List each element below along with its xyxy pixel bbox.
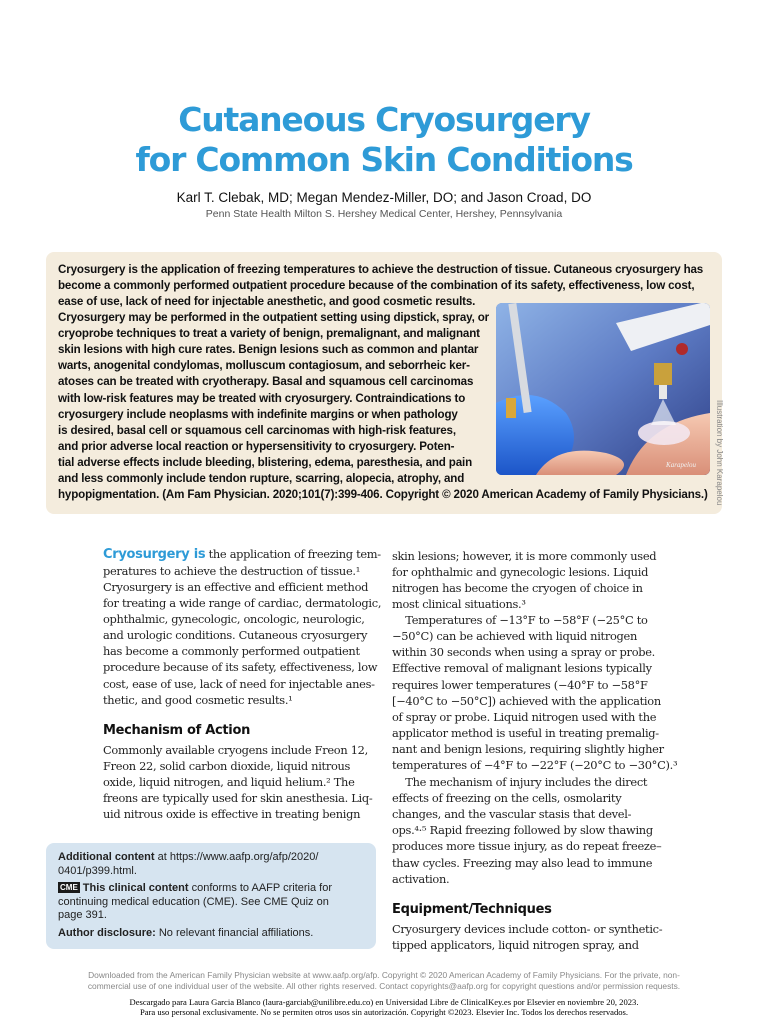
abstract-line: with low-risk features may be treated with cryosurgery. Contraindications to	[58, 392, 466, 405]
abstract-line: ease of use, lack of need for injectable anesthetic, and good cosmetic results.	[58, 295, 476, 308]
abstract-line: skin lesions with high cure rates. Benign lesions such as common and plantar	[58, 343, 479, 356]
paragraph-line: within 30 seconds when using a spray or probe.	[392, 645, 656, 659]
paragraph-line: effects of freezing on the cells, osmolarity	[392, 791, 622, 805]
disclosure-label: Author disclosure:	[58, 927, 156, 939]
abstract-line: tial adverse effects include bleeding, blistering, edema, paresthesia, and pain	[58, 456, 473, 469]
paragraph-line: has become a commonly performed outpatient	[103, 644, 360, 658]
author-list: Karl T. Clebak, MD; Megan Mendez-Miller, DO; and Jason Croad, DO	[176, 190, 592, 205]
paragraph-line: Freon 22, solid carbon dioxide, liquid nitrous	[103, 759, 351, 773]
paragraph-line: The mechanism of injury includes the direct	[392, 775, 648, 789]
paragraph-line: of spray or probe. Liquid nitrogen used with the	[392, 710, 657, 724]
paragraph-line: ops.⁴·⁵ Rapid freezing followed by slow thawing	[392, 823, 653, 837]
paragraph-line: uid nitrous oxide is effective in treating benign	[103, 807, 361, 821]
paragraph-line: freons are typically used for skin anesthesia. Liq-	[103, 791, 373, 805]
disclosure-line	[58, 927, 313, 939]
paragraph-line: for ophthalmic and gynecologic lesions. Liquid	[392, 565, 649, 579]
abstract-line: become a commonly performed outpatient procedure because of the combination of its safety, effectiveness, low cost,	[58, 279, 695, 292]
abstract-line: Cryosurgery may be performed in the outpatient setting using dipstick, spray, or	[58, 311, 490, 324]
paragraph-line: thaw cycles. Freezing may also lead to immune	[392, 856, 653, 870]
paragraph-line: ophthalmic, gynecologic, oncologic, neurologic,	[103, 612, 365, 626]
disclosure-text: No relevant financial affiliations.	[155, 927, 314, 939]
title-line-2: for Common Skin Conditions	[135, 140, 633, 179]
additional-content-link-cont[interactable]: 0401/p399.html.	[58, 865, 137, 877]
abstract-line: is desired, basal cell or squamous cell carcinomas with high-risk features,	[58, 424, 456, 437]
illustration-graphic	[496, 303, 710, 475]
paragraph-line: procedure because of its safety, effectiveness, low	[103, 660, 378, 674]
cme-text: conforms to AAFP criteria for	[188, 882, 332, 894]
cme-label: This clinical content	[82, 882, 189, 894]
paragraph-line: and urologic conditions. Cutaneous cryosurgery	[103, 628, 368, 642]
illustration-signature: Karapelou	[666, 461, 696, 469]
paragraph-line: for treating a wide range of cardiac, dermatologic,	[103, 596, 382, 610]
paragraph-line: oxide, liquid nitrogen, and liquid helium.² The	[103, 775, 355, 789]
footer-copyright-line: commercial use of one individual user of the website. All other rights reserved. Contact copyrights@aafp.org for copyright questions and/or permission requests.	[87, 981, 681, 991]
paragraph-line: Cryosurgery is an effective and efficient method	[103, 580, 369, 594]
lead-paragraph-line	[103, 547, 381, 562]
paragraph-line: temperatures of −4°F to −22°F (−20°C to −30°C).³	[392, 758, 678, 772]
cme-text-line: continuing medical education (CME). See CME Quiz on	[58, 896, 329, 908]
abstract-line: hypopigmentation. (Am Fam Physician. 2020;101(7):399-406. Copyright © 2020 American Academy of Family Physicians.)	[58, 488, 708, 501]
abstract-line: Cryosurgery is the application of freezing temperatures to achieve the destruction of tissue. Cutaneous cryosurgery has	[58, 263, 704, 276]
paragraph-line: Commonly available cryogens include Freon 12,	[103, 743, 368, 757]
paragraph-line: activation.	[392, 872, 450, 886]
paragraph-line: skin lesions; however, it is more commonly used	[392, 549, 657, 563]
paragraph-line: produces more tissue injury, as do repeat freeze–	[392, 839, 662, 853]
abstract-line: cryosurgery include neoplasms with indefinite margins or when pathology	[58, 408, 458, 421]
paragraph-line: requires lower temperatures (−40°F to −58°F	[392, 678, 648, 692]
section-heading-mechanism: Mechanism of Action	[103, 723, 251, 738]
paragraph-line: tipped applicators, liquid nitrogen spray, and	[392, 938, 639, 952]
lead-rest: the application of freezing tem-	[205, 547, 381, 561]
additional-content-line	[58, 851, 318, 863]
paragraph-line: peratures to achieve the destruction of tissue.¹	[103, 564, 360, 578]
paragraph-line: −50°C) can be achieved with liquid nitrogen	[392, 629, 637, 643]
paragraph-line: thetic, and good cosmetic results.¹	[103, 693, 293, 707]
footer-copyright-line: Downloaded from the American Family Physician website at www.aafp.org/afp. Copyright © 2020 American Academy of Family Physicians. For the private, non-	[88, 970, 680, 980]
paragraph-line: Cryosurgery devices include cotton- or synthetic-	[392, 922, 663, 936]
section-heading-equipment: Equipment/Techniques	[392, 902, 552, 917]
affiliation: Penn State Health Milton S. Hershey Medical Center, Hershey, Pennsylvania	[205, 208, 563, 220]
additional-content-link[interactable]: at https://www.aafp.org/afp/2020/	[154, 851, 319, 863]
paragraph-line: nant and benign lesions, requiring slightly higher	[392, 742, 664, 756]
article-title	[0, 100, 768, 180]
lead-in: Cryosurgery is	[103, 547, 206, 562]
title-line-1: Cutaneous Cryosurgery	[178, 100, 590, 139]
paragraph-line: most clinical situations.³	[392, 597, 526, 611]
abstract-line: and prior adverse local reaction or hypersensitivity to cryosurgery. Poten-	[58, 440, 455, 453]
illustration-credit: Illustration by John Karapelou	[715, 400, 724, 506]
cme-text-line: page 391.	[58, 909, 107, 921]
paragraph-line: nitrogen has become the cryogen of choice in	[392, 581, 643, 595]
abstract-line: cryoprobe techniques to treat a variety of benign, premalignant, and malignant	[58, 327, 480, 340]
cme-badge: CME	[60, 883, 78, 892]
abstract-line: warts, anogenital condylomas, molluscum contagiosum, and seborrheic ker-	[58, 359, 470, 372]
paragraph-line: Effective removal of malignant lesions typically	[392, 661, 652, 675]
paragraph-line: Temperatures of −13°F to −58°F (−25°C to	[392, 613, 648, 627]
paragraph-line: [−40°C to −50°C]) achieved with the application	[392, 694, 661, 708]
abstract-line: atoses can be treated with cryotherapy. Basal and squamous cell carcinomas	[58, 375, 474, 388]
footer-download-line: Descargado para Laura Garcia Blanco (laura-garciab@unilibre.edu.co) en Universidad Libre de ClinicalKey.es por Elsevier en noviembre 20, 2023.	[129, 997, 639, 1007]
footer-download-line: Para uso personal exclusivamente. No se permiten otros usos sin autorización. Copyright ©2023. Elsevier Inc. Todos los derechos reservados.	[139, 1007, 629, 1017]
paragraph-line: cost, ease of use, lack of need for injectable anes-	[103, 677, 375, 691]
paragraph-line: changes, and the vascular stasis that devel-	[392, 807, 632, 821]
cme-line	[58, 882, 332, 894]
paragraph-line: applicator method is useful in treating premalig-	[392, 726, 659, 740]
abstract-line: and less commonly include tendon rupture, scarring, alopecia, atrophy, and	[58, 472, 465, 485]
additional-content-label: Additional content	[58, 851, 155, 863]
cryosurgery-illustration	[496, 303, 710, 475]
